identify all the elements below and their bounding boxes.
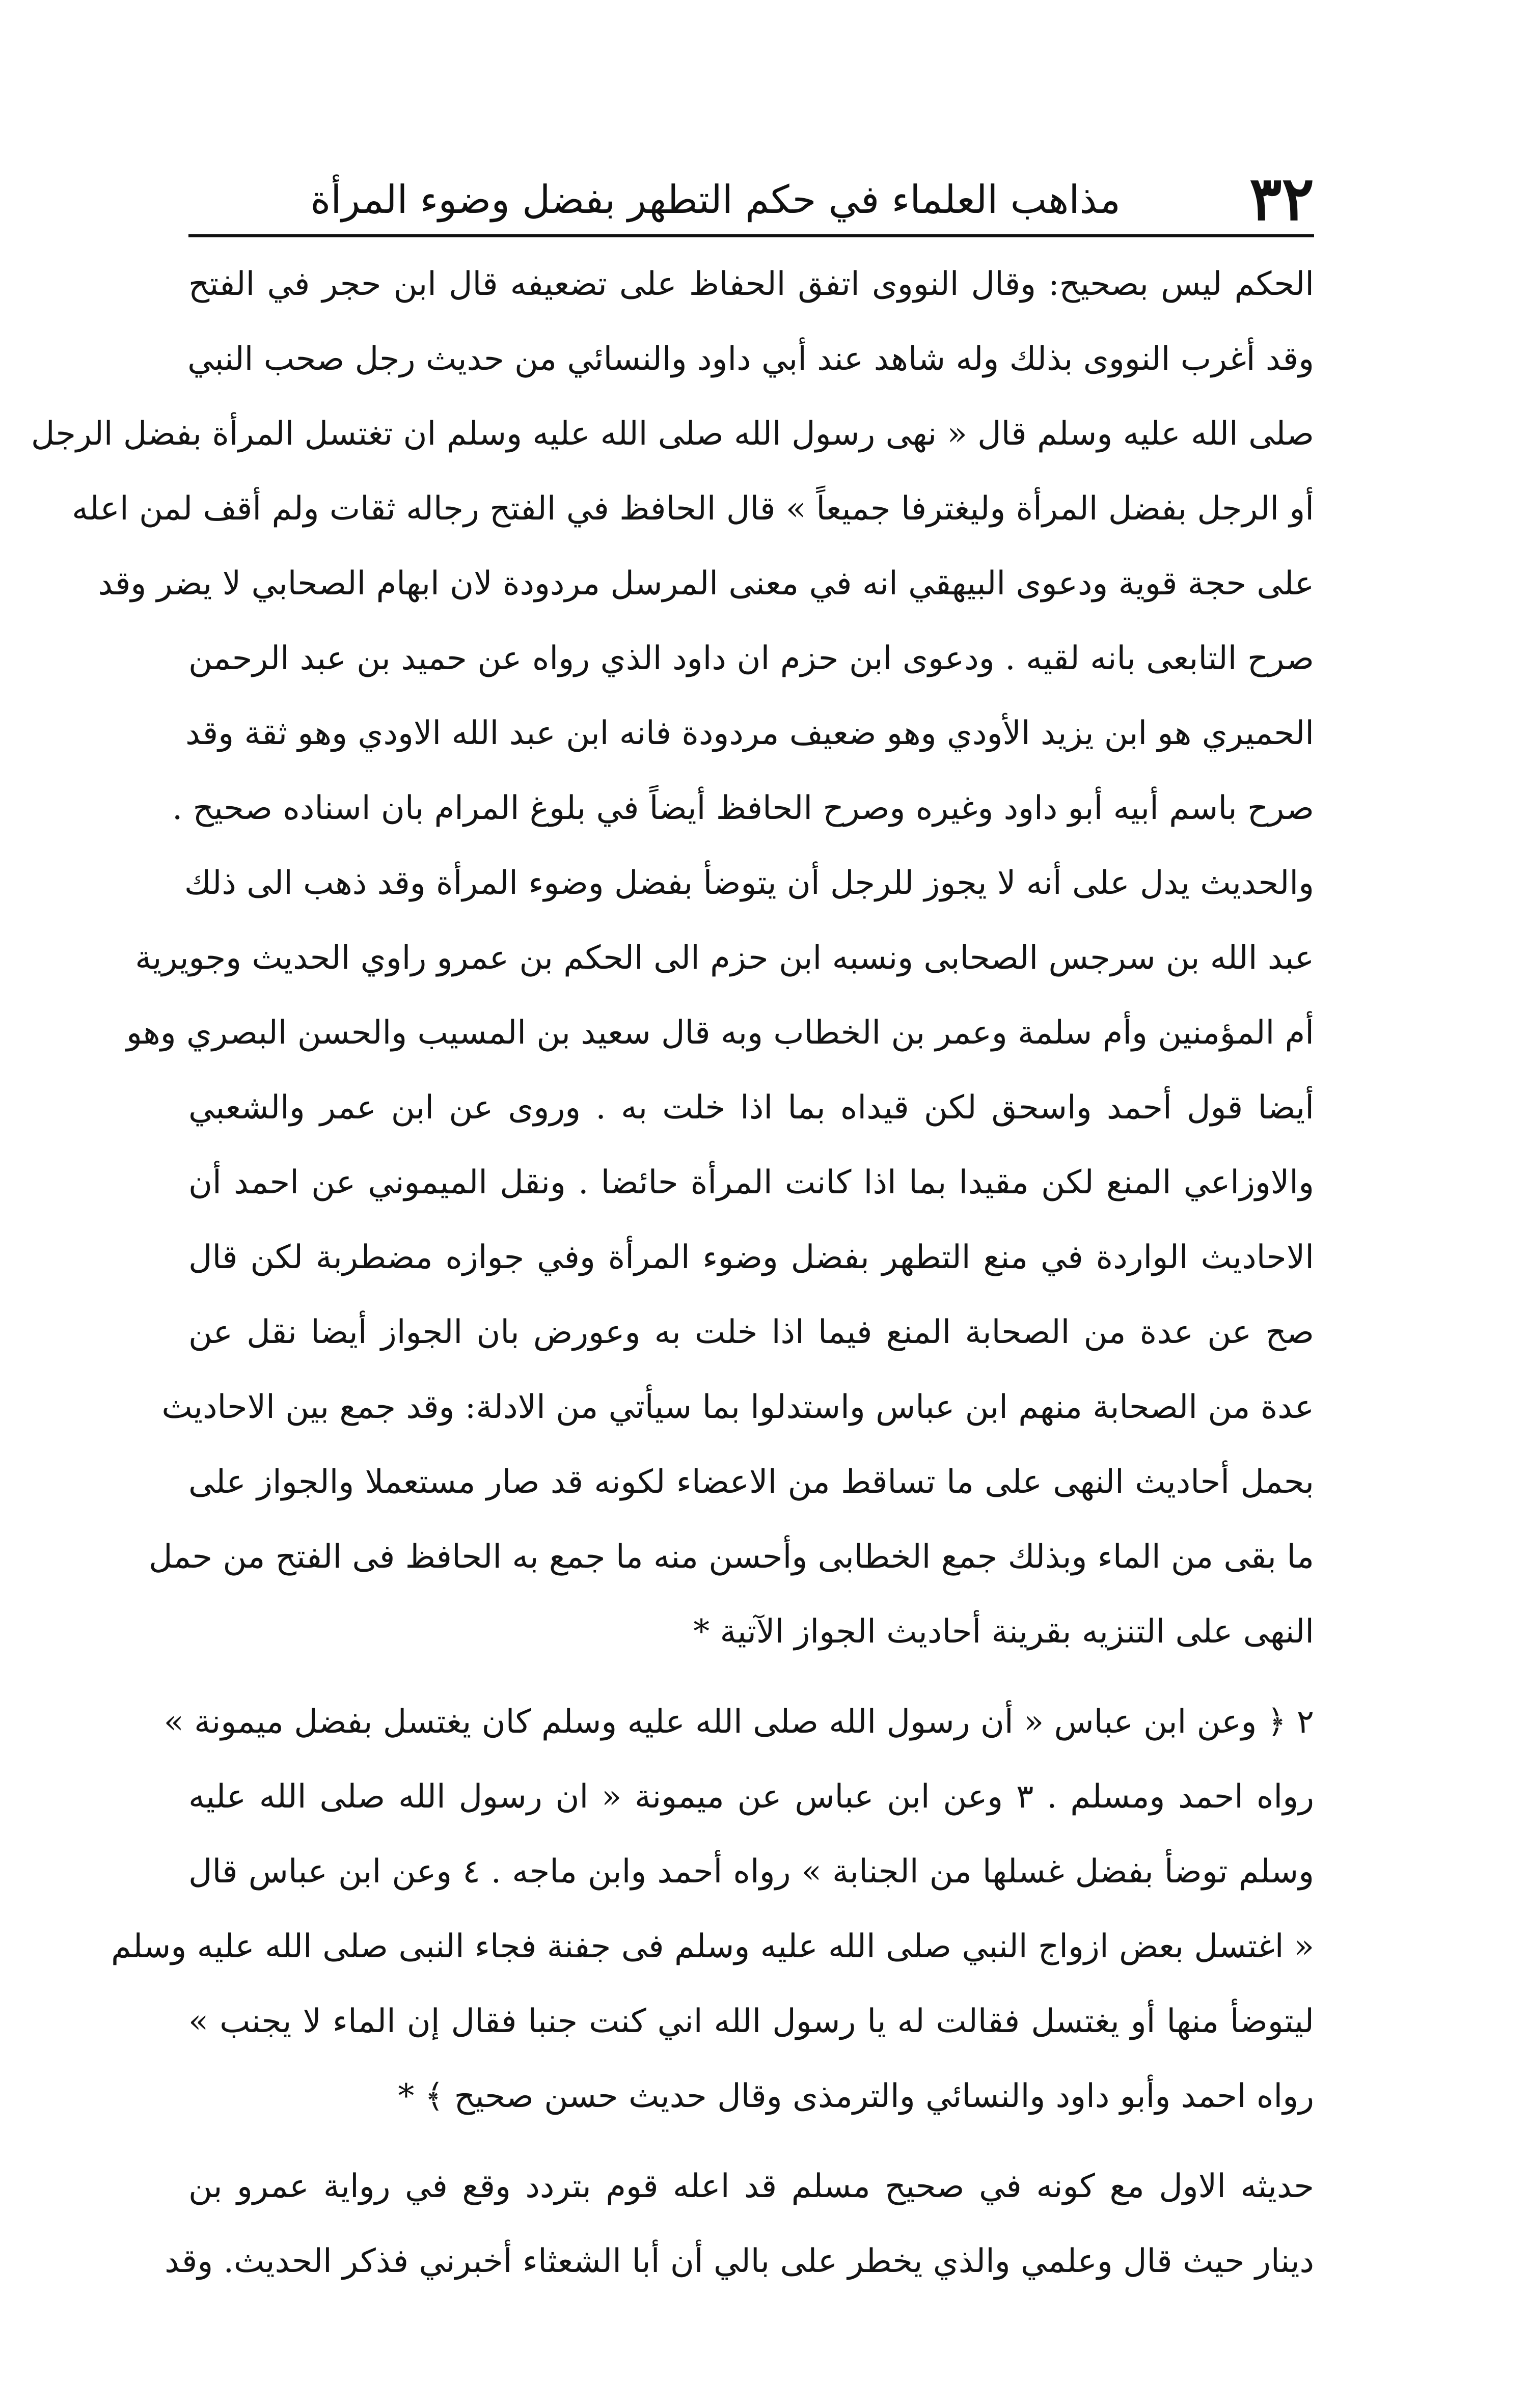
- text-line: وقد أغرب النووى بذلك وله شاهد عند أبي داود والنسائي من حديث رجل صحب النبي: [187, 340, 1314, 378]
- text-line: أيضا قول أحمد واسحق لكن قيداه بما اذا خلت به . وروى عن ابن عمر والشعبي: [188, 1089, 1315, 1127]
- text-line: عدة من الصحابة منهم ابن عباس واستدلوا بما سيأتي من الادلة: وقد جمع بين الاحاديث: [161, 1388, 1314, 1426]
- text-line: ٢ ﴿ وعن ابن عباس « أن رسول الله صلى الله عليه وسلم كان يغتسل بفضل ميمونة »: [163, 1703, 1314, 1741]
- text-line: بحمل أحاديث النهى على ما تساقط من الاعضاء لكونه قد صار مستعملا والجواز على: [188, 1463, 1314, 1501]
- text-line: والاوزاعي المنع لكن مقيدا بما اذا كانت المرأة حائضا . ونقل الميموني عن احمد أن: [188, 1164, 1314, 1201]
- paragraph-spacer: [188, 1670, 1314, 1685]
- text-line: الحكم ليس بصحيح: وقال النووى اتفق الحفاظ على تضعيفه قال ابن حجر في الفتح: [188, 265, 1314, 303]
- text-line: على حجة قوية ودعوى البيهقي انه في معنى المرسل مردودة لان ابهام الصحابي لا يضر وقد: [98, 565, 1314, 603]
- text-line: الحميري هو ابن يزيد الأودي وهو ضعيف مردودة فانه ابن عبد الله الاودي وهو ثقة وقد: [185, 715, 1314, 752]
- text-line: صرح التابعى بانه لقيه . ودعوى ابن حزم ان داود الذي رواه عن حميد بن عبد الرحمن: [188, 640, 1314, 677]
- body-text: [31, 247, 1315, 2299]
- text-line: ليتوضأ منها أو يغتسل فقالت له يا رسول الله اني كنت جنبا فقال إن الماء لا يجنب »: [188, 2003, 1314, 2040]
- text-line: أو الرجل بفضل المرأة وليغترفا جميعاً » قال الحافظ في الفتح رجاله ثقات ولم أقف لمن اعله: [72, 490, 1314, 528]
- text-line: والحديث يدل على أنه لا يجوز للرجل أن يتوضأ بفضل وضوء المرأة وقد ذهب الى ذلك: [184, 864, 1314, 902]
- paragraph-4: [165, 2149, 1314, 2299]
- text-line: وسلم توضأ بفضل غسلها من الجنابة » رواه أحمد وابن ماجه . ٤ وعن ابن عباس قال: [188, 1853, 1314, 1891]
- paragraph-1: [31, 247, 1314, 846]
- text-line: ما بقى من الماء وبذلك جمع الخطابى وأحسن منه ما جمع به الحافظ فى الفتح من حمل: [149, 1538, 1314, 1576]
- text-line: دينار حيث قال وعلمي والذي يخطر على بالي أن أبا الشعثاء أخبرني فذكر الحديث. وقد: [165, 2242, 1314, 2280]
- text-line: رواه احمد ومسلم . ٣ وعن ابن عباس عن ميمونة « ان رسول الله صلى الله عليه: [188, 1778, 1314, 1816]
- text-line: النهى على التنزيه بقرينة أحاديث الجواز الآتية *: [693, 1613, 1314, 1651]
- running-title: مذاهب العلماء في حكم التطهر بفضل وضوء المرأة: [310, 177, 1121, 222]
- text-line: عبد الله بن سرجس الصحابى ونسبه ابن حزم الى الحكم بن عمرو راوي الحديث وجويرية: [135, 939, 1314, 977]
- page-number: ٣٢: [1249, 163, 1314, 234]
- page-header: [188, 163, 1314, 234]
- hadith-block: [111, 1685, 1314, 2134]
- text-line: صرح باسم أبيه أبو داود وغيره وصرح الحافظ أيضاً في بلوغ المرام بان اسناده صحيح .: [172, 789, 1314, 827]
- text-line: رواه احمد وأبو داود والنسائي والترمذى وقال حديث حسن صحيح ﴾ *: [398, 2077, 1314, 2115]
- text-line: أم المؤمنين وأم سلمة وعمر بن الخطاب وبه قال سعيد بن المسيب والحسن البصري وهو: [126, 1014, 1314, 1052]
- text-line: « اغتسل بعض ازواج النبي صلى الله عليه وسلم فى جفنة فجاء النبى صلى الله عليه وسلم: [111, 1928, 1314, 1965]
- text-line: صح عن عدة من الصحابة المنع فيما اذا خلت به وعورض بان الجواز أيضا نقل عن: [188, 1314, 1314, 1351]
- text-line: صلى الله عليه وسلم قال « نهى رسول الله صلى الله عليه وسلم ان تغتسل المرأة بفضل الرجل: [31, 415, 1314, 453]
- header-rule: [188, 234, 1314, 237]
- text-line: حديثه الاول مع كونه في صحيح مسلم قد اعله قوم بتردد وقع في رواية عمرو بن: [188, 2168, 1314, 2205]
- paragraph-spacer: [188, 2134, 1314, 2149]
- paragraph-2: [126, 846, 1315, 1670]
- text-line: الاحاديث الواردة في منع التطهر بفضل وضوء المرأة وفي جوازه مضطربة لكن قال: [188, 1239, 1315, 1276]
